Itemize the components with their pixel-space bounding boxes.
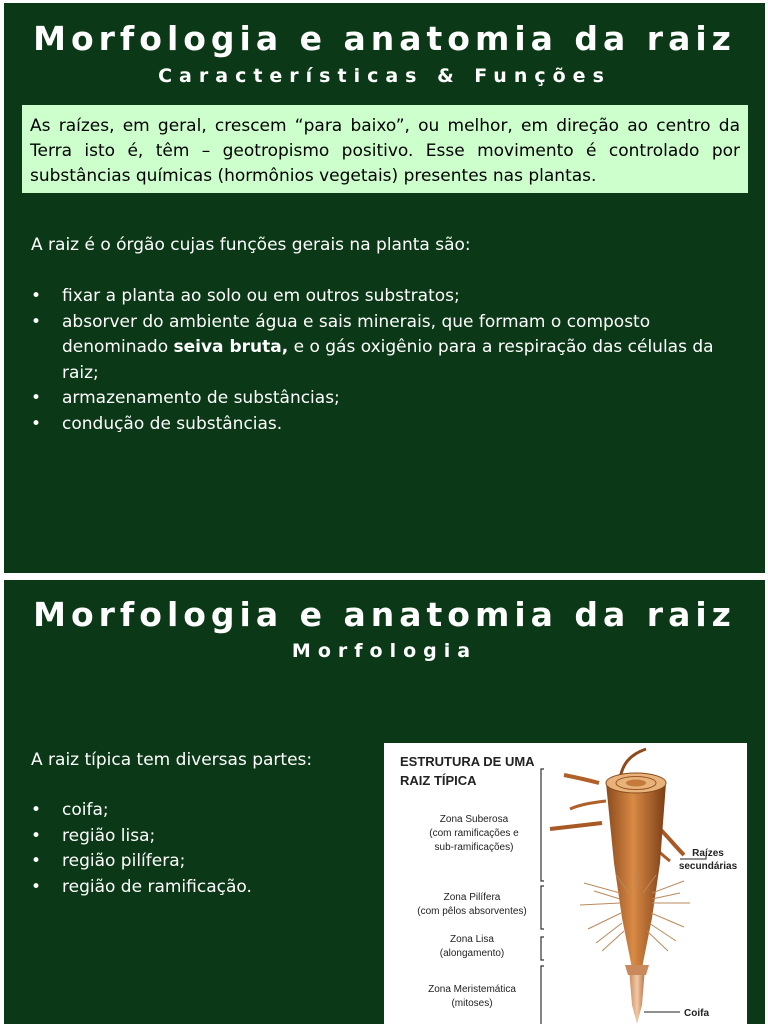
- parts-list: [31, 798, 371, 900]
- svg-text:sub-ramificações): sub-ramificações): [434, 842, 514, 853]
- slide-subtitle: Morfologia: [291, 640, 478, 662]
- slide-morfologia: [4, 580, 765, 1024]
- bullet-icon: •: [31, 311, 42, 332]
- zone-brackets: [541, 769, 544, 1024]
- slide-caracteristicas-funcoes: [4, 3, 765, 573]
- bullet-icon: •: [31, 800, 42, 820]
- bullet-icon: •: [31, 286, 42, 306]
- functions-intro: A raiz é o órgão cujas funções gerais na planta são:: [31, 235, 471, 255]
- figure-title-line1: ESTRUTURA DE UMA: [400, 754, 535, 769]
- list-item: • coifa;: [31, 798, 371, 824]
- list-item: • região de ramificação.: [31, 875, 371, 901]
- svg-text:(alongamento): (alongamento): [439, 948, 505, 959]
- list-item: • fixar a planta ao solo ou em outros substratos;: [31, 284, 749, 310]
- svg-text:(com ramificações e: (com ramificações e: [429, 828, 519, 839]
- label-zona-pilifera: Zona Pilífera: [443, 892, 501, 903]
- root-illustration: [550, 749, 690, 1024]
- label-raizes-secundarias: Raízes: [692, 848, 724, 859]
- label-zona-meristematica: Zona Meristemática: [428, 984, 516, 995]
- label-zona-lisa: Zona Lisa: [450, 934, 494, 945]
- slide-title: Morfologia e anatomia da raiz: [33, 19, 736, 58]
- label-coifa: Coifa: [684, 1008, 709, 1019]
- root-diagram: [384, 743, 747, 1024]
- slide-title: Morfologia e anatomia da raiz: [33, 595, 736, 634]
- svg-text:secundárias: secundárias: [678, 861, 738, 872]
- figure-title-line2: RAIZ TÍPICA: [400, 773, 477, 788]
- list-item: • condução de substâncias.: [31, 412, 749, 438]
- list-item: • armazenamento de substâncias;: [31, 386, 749, 412]
- bullet-icon: •: [31, 388, 42, 408]
- bullet-icon: •: [31, 876, 42, 897]
- seiva-bruta-term: seiva bruta,: [173, 337, 289, 357]
- slide-subtitle: Características & Funções: [158, 65, 611, 87]
- svg-text:(mitoses): (mitoses): [451, 998, 493, 1009]
- list-item: • região lisa;: [31, 824, 371, 850]
- functions-list: [31, 284, 749, 437]
- list-item: • região pilífera;: [31, 849, 371, 875]
- svg-text:(com pêlos absorventes): (com pêlos absorventes): [417, 906, 527, 917]
- list-item: • absorver do ambiente água e sais minerais, que formam o composto denominado seiva bruta, e o gás oxigênio para a respiração das células da raiz;: [31, 311, 714, 383]
- geotropism-callout: As raízes, em geral, crescem “para baixo”, ou melhor, em direção ao centro da Terra isto é, têm – geotropismo positivo. Esse movimento é controlado por substâncias químicas (hormônios vegetais) presentes nas plantas.: [22, 105, 748, 193]
- label-zona-suberosa: Zona Suberosa: [439, 814, 509, 825]
- bullet-icon: •: [31, 825, 42, 846]
- root-structure-figure: [384, 743, 747, 1024]
- parts-intro: A raiz típica tem diversas partes:: [31, 750, 313, 770]
- bullet-icon: •: [31, 851, 42, 871]
- bullet-icon: •: [31, 413, 42, 434]
